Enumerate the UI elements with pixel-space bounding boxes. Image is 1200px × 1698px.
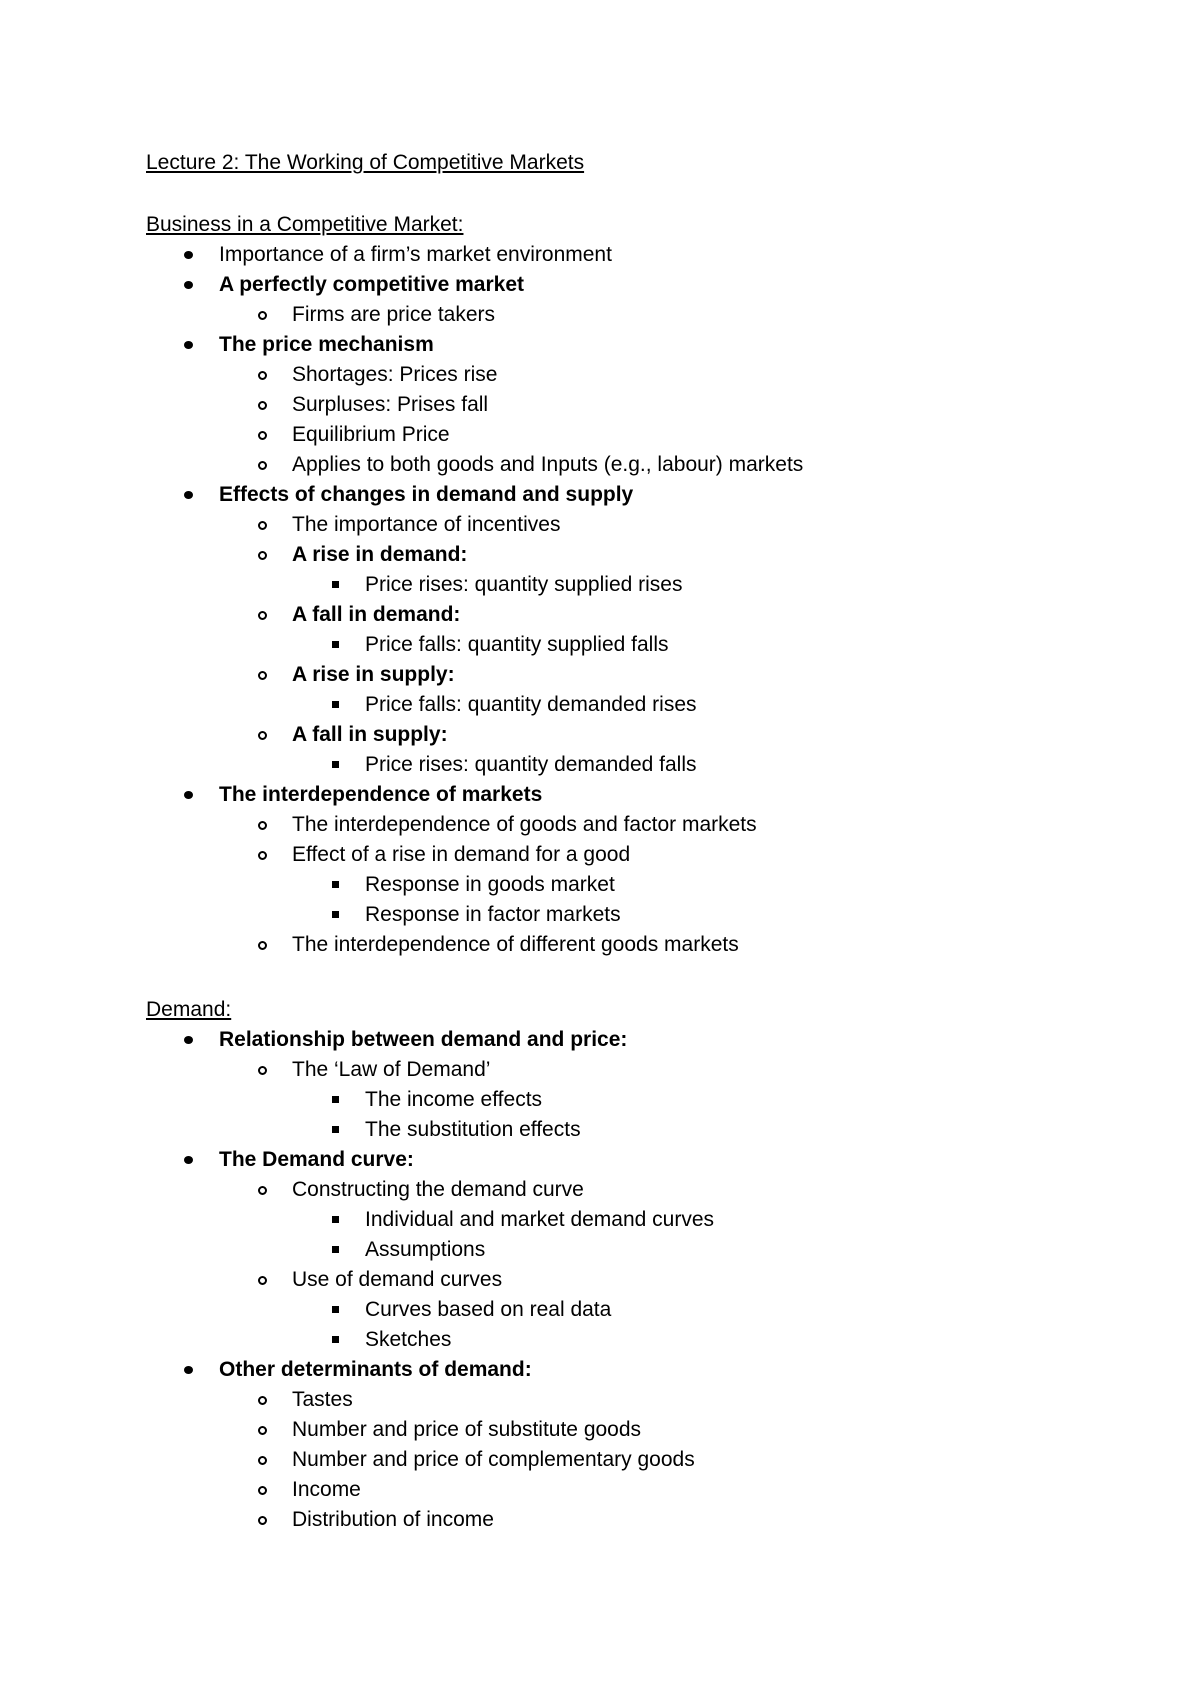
list-item-text: Price rises: quantity supplied rises <box>365 573 683 596</box>
list-item <box>146 1475 1126 1505</box>
list-item <box>146 900 1126 930</box>
list-item <box>146 300 1126 330</box>
list-item <box>146 1235 1126 1265</box>
list-item <box>146 420 1126 450</box>
section-heading: Business in a Competitive Market: <box>146 213 464 236</box>
list-item-text: Surpluses: Prises fall <box>292 393 489 416</box>
list-item-text: Relationship between demand and price: <box>219 1028 628 1051</box>
list-item-text: Tastes <box>292 1388 353 1411</box>
list-item-text: The substitution effects <box>365 1118 581 1141</box>
outline-section <box>146 995 1126 1535</box>
list-item-text: Importance of a firm’s market environment <box>219 243 612 266</box>
list-item <box>146 1445 1126 1475</box>
list-item <box>146 240 1126 270</box>
list-item <box>146 930 1126 960</box>
list-item <box>146 810 1126 840</box>
list-item-text: A rise in supply: <box>292 663 455 686</box>
list-item <box>146 1385 1126 1415</box>
list-item <box>146 1415 1126 1445</box>
document-body <box>146 150 1126 1535</box>
list-item-text: Price falls: quantity supplied falls <box>365 633 669 656</box>
list-item-text: Other determinants of demand: <box>219 1358 532 1381</box>
list-item <box>146 630 1126 660</box>
page-title: Lecture 2: The Working of Competitive Markets <box>146 151 585 174</box>
list-item <box>146 1025 1126 1055</box>
list-item-text: The interdependence of different goods markets <box>292 933 739 956</box>
list-item <box>146 450 1126 480</box>
list-item-text: The price mechanism <box>219 333 434 356</box>
list-item-text: Income <box>292 1478 361 1501</box>
list-item <box>146 660 1126 690</box>
list-item-text: Number and price of complementary goods <box>292 1448 695 1471</box>
list-item <box>146 1175 1126 1205</box>
list-item <box>146 330 1126 360</box>
list-item-text: Assumptions <box>365 1238 486 1261</box>
list-item <box>146 840 1126 870</box>
list-item <box>146 1295 1126 1325</box>
list-item-text: Response in goods market <box>365 873 615 896</box>
list-item <box>146 870 1126 900</box>
list-item-text: Firms are price takers <box>292 303 496 326</box>
list-item-text: A perfectly competitive market <box>219 273 525 296</box>
list-item-text: Equilibrium Price <box>292 423 450 446</box>
list-item-text: Response in factor markets <box>365 903 621 926</box>
list-item-text: Distribution of income <box>292 1508 494 1531</box>
list-item <box>146 1265 1126 1295</box>
list-item <box>146 720 1126 750</box>
list-item-text: The interdependence of markets <box>219 783 543 806</box>
section-gap <box>146 175 1126 210</box>
section-gap <box>146 960 1126 995</box>
list-item <box>146 1055 1126 1085</box>
list-item-text: Shortages: Prices rise <box>292 363 498 386</box>
list-item <box>146 480 1126 510</box>
list-item-text: The interdependence of goods and factor markets <box>292 813 757 836</box>
list-item-text: A fall in supply: <box>292 723 448 746</box>
list-item <box>146 1505 1126 1535</box>
list-item <box>146 390 1126 420</box>
section-heading: Demand: <box>146 998 232 1021</box>
list-item <box>146 600 1126 630</box>
outline-section <box>146 210 1126 960</box>
list-item <box>146 1145 1126 1175</box>
list-item <box>146 1205 1126 1235</box>
list-item-text: The ‘Law of Demand’ <box>292 1058 491 1081</box>
list-item-text: Curves based on real data <box>365 1298 612 1321</box>
list-item-text: Use of demand curves <box>292 1268 503 1291</box>
list-item-text: Individual and market demand curves <box>365 1208 715 1231</box>
list-item-text: Constructing the demand curve <box>292 1178 584 1201</box>
list-item-text: The income effects <box>365 1088 543 1111</box>
list-item <box>146 360 1126 390</box>
list-item <box>146 1115 1126 1145</box>
list-item-text: Sketches <box>365 1328 452 1351</box>
list-item-text: A fall in demand: <box>292 603 461 626</box>
list-item-text: Price falls: quantity demanded rises <box>365 693 697 716</box>
list-item-text: Number and price of substitute goods <box>292 1418 642 1441</box>
list-item <box>146 780 1126 810</box>
list-item <box>146 540 1126 570</box>
list-item <box>146 1355 1126 1385</box>
list-item <box>146 1085 1126 1115</box>
list-item <box>146 750 1126 780</box>
list-item <box>146 270 1126 300</box>
list-item <box>146 1325 1126 1355</box>
list-item <box>146 570 1126 600</box>
list-item-text: Price rises: quantity demanded falls <box>365 753 697 776</box>
list-item-text: A rise in demand: <box>292 543 468 566</box>
list-item-text: Applies to both goods and Inputs (e.g., labour) markets <box>292 453 804 476</box>
list-item <box>146 510 1126 540</box>
list-item-text: Effects of changes in demand and supply <box>219 483 634 506</box>
list-item-text: Effect of a rise in demand for a good <box>292 843 631 866</box>
list-item-text: The Demand curve: <box>219 1148 414 1171</box>
list-item-text: The importance of incentives <box>292 513 561 536</box>
sections-container <box>146 175 1126 1535</box>
list-item <box>146 690 1126 720</box>
